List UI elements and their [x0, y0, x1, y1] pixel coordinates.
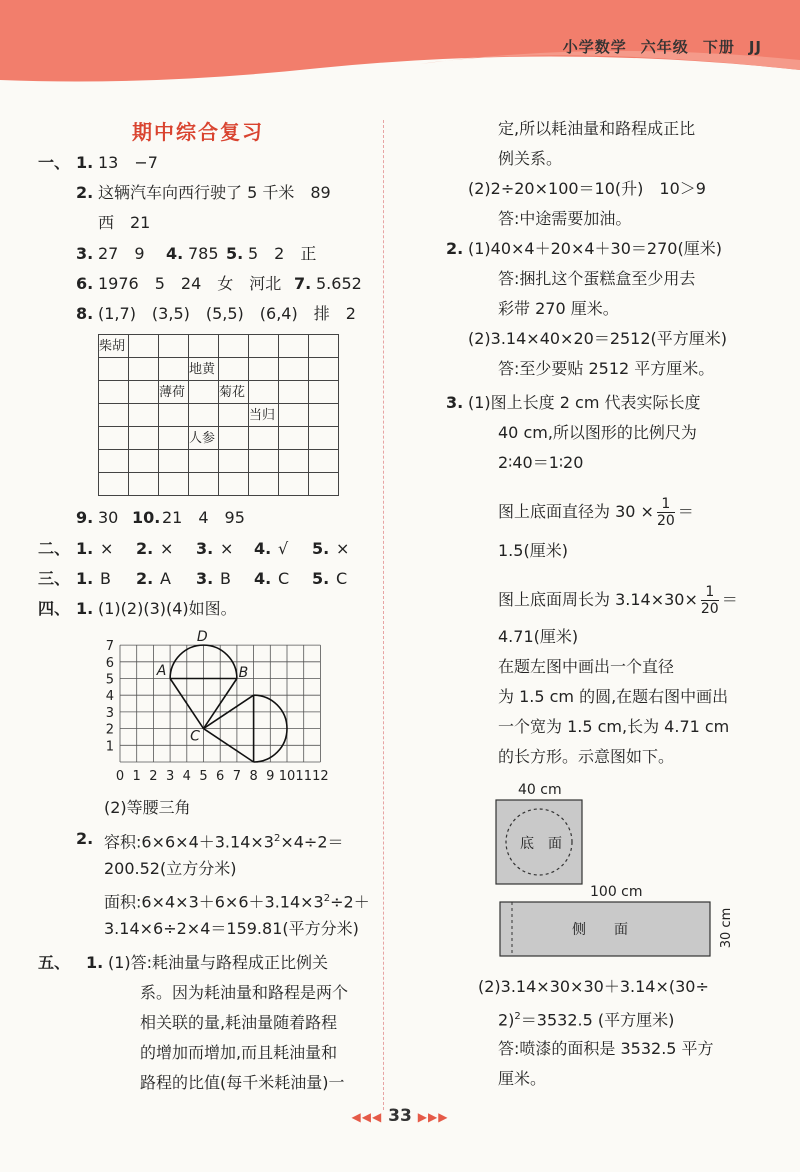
- s4-q2-line2: 200.52(立方分米): [104, 859, 237, 878]
- r-continued-line3: (2)2÷20×100＝10(升) 10＞9: [468, 179, 706, 198]
- s5-q1-line5: 路程的比值(每千米耗油量)一: [140, 1073, 345, 1092]
- point-label-b: B: [238, 664, 249, 681]
- x-tick-label: 9: [266, 769, 275, 784]
- r-q3-line12: (2)3.14×30×30＋3.14×(30÷: [478, 977, 709, 996]
- point-label-c: C: [190, 728, 200, 745]
- q8-answer: (1,7) (3,5) (5,5) (6,4) 排 2: [98, 304, 356, 323]
- r-q3-line5: 1.5(厘米): [498, 541, 568, 560]
- s2-q3-answer: ×: [220, 539, 234, 558]
- x-tick-label: 1: [132, 769, 141, 784]
- column-divider: [383, 120, 384, 1110]
- r-q3-line14: 答:喷漆的面积是 3532.5 平方: [498, 1039, 714, 1058]
- r-q3-number: 3.: [446, 393, 464, 412]
- base-label: 底 面: [520, 836, 562, 852]
- r-continued-line1: 定,所以耗油量和路程成正比: [498, 119, 696, 138]
- x-tick-label: 7: [232, 769, 242, 784]
- s5-q1-line1: (1)答:耗油量与路程成正比例关: [108, 953, 329, 972]
- s3-q4-number: 4.: [254, 569, 272, 588]
- grid-label-bohe: 薄荷: [159, 381, 189, 404]
- s4-q1-text: (1)(2)(3)(4)如图。: [98, 599, 237, 618]
- s4-q2-line4: 3.14×6÷2×4＝159.81(平方分米): [104, 919, 359, 938]
- r-q2-line3: 彩带 270 厘米。: [498, 299, 619, 318]
- page-number: 33: [388, 1106, 412, 1126]
- q1-answer: 13 −7: [98, 153, 158, 172]
- fraction-1-20-b: $\frac{1}{20}$: [700, 584, 719, 617]
- s4-q1-part2: (2)等腰三角: [104, 798, 191, 817]
- q7-number: 7.: [294, 274, 312, 293]
- s3-q1-answer: B: [100, 569, 111, 588]
- r-q2-line2: 答:捆扎这个蛋糕盒至少用去: [498, 269, 696, 288]
- s2-q5-number: 5.: [312, 539, 330, 558]
- q2-answer-line2: 西 21: [98, 213, 151, 232]
- header-info: [549, 36, 762, 57]
- y-tick-label: 4: [105, 689, 114, 705]
- s4-q2-line3: 面积$:6\times 4\times 3+6\times 6+3.14\times 3^2\div 2+$: [104, 892, 370, 912]
- left-arrows-icon: ◀◀◀: [351, 1110, 383, 1124]
- section-1-label: 一、: [38, 153, 71, 172]
- s2-q5-answer: ×: [336, 539, 350, 558]
- header-term: 下册: [702, 38, 735, 56]
- r-q3-line1: (1)图上长度 2 cm 代表实际长度: [468, 393, 701, 412]
- cylinder-net-diagram: [480, 778, 750, 958]
- y-tick-label: 2: [105, 722, 114, 738]
- r-q3-line10: 一个宽为 1.5 cm,长为 4.71 cm: [498, 717, 730, 736]
- s5-q1-line2: 系。因为耗油量和路程是两个: [140, 983, 349, 1002]
- section-3-label: 三、: [38, 569, 71, 588]
- x-tick-label: 4: [182, 769, 191, 784]
- r-q3-line6: 图上底面周长为 3.14×30× $\frac{1}{20}$ ＝: [498, 584, 738, 617]
- s3-q3-answer: B: [220, 569, 231, 588]
- q5-number: 5.: [226, 244, 244, 263]
- side-label: 侧 面: [572, 922, 628, 938]
- q6-answer: 1976 5 24 女 河北: [98, 274, 282, 293]
- y-tick-label: 7: [105, 639, 114, 655]
- q10-number: 10.: [132, 508, 161, 527]
- q9-number: 9.: [76, 508, 94, 527]
- s2-q4-answer: √: [278, 539, 289, 558]
- q6-number: 6.: [76, 274, 94, 293]
- s3-q3-number: 3.: [196, 569, 214, 588]
- grid-label-renshen: 人参: [189, 427, 219, 450]
- q4-answer: 785: [188, 244, 219, 263]
- section-2-label: 二、: [38, 539, 71, 558]
- header-subject: 小学数学: [562, 38, 627, 56]
- r-q3-line15: 厘米。: [498, 1069, 547, 1088]
- r-q2-line4: (2)3.14×40×20＝2512(平方厘米): [468, 329, 728, 348]
- point-label-a: A: [156, 663, 167, 680]
- q3-answer: 27 9: [98, 244, 145, 263]
- r-q3-line3: 2∶40＝1∶20: [498, 453, 584, 472]
- q7-answer: 5.652: [316, 274, 362, 293]
- side-height-label: 30 cm: [719, 907, 734, 949]
- x-tick-label: 11: [295, 769, 312, 784]
- x-tick-label: 8: [249, 769, 258, 784]
- x-tick-label: 2: [149, 769, 158, 784]
- section-5-label: 五、: [38, 953, 71, 972]
- r-q2-line5: 答:至少要贴 2512 平方厘米。: [498, 359, 715, 378]
- x-tick-label: 6: [216, 769, 225, 784]
- page-title: 期中综合复习: [132, 120, 264, 144]
- grid-label-chaihu: 柴胡: [99, 335, 129, 358]
- grid-label-danggui: 当归: [249, 404, 279, 427]
- s4-q1-number: 1.: [76, 599, 94, 618]
- x-tick-label: 12: [312, 769, 329, 784]
- r-q3-line9: 为 1.5 cm 的圆,在题右图中画出: [498, 687, 729, 706]
- s2-q4-number: 4.: [254, 539, 272, 558]
- y-tick-label: 1: [105, 739, 114, 755]
- s3-q5-answer: C: [336, 569, 348, 588]
- s5-q1-number: 1.: [86, 953, 104, 972]
- r-q2-line1: (1)40×4＋20×4＋30＝270(厘米): [468, 239, 722, 258]
- x-tick-label: 10: [278, 769, 296, 784]
- grid-label-dihuang: 地黄: [189, 358, 219, 381]
- s4-q2-number: 2.: [76, 829, 94, 848]
- right-arrows-icon: ▶▶▶: [417, 1110, 449, 1124]
- page-footer: [0, 1106, 800, 1126]
- s3-q2-answer: A: [160, 569, 171, 588]
- header-edition: JJ: [748, 38, 762, 56]
- r-q3-line2: 40 cm,所以图形的比例尺为: [498, 423, 697, 442]
- grid-label-juhua: 菊花: [219, 381, 249, 404]
- herb-grid: [98, 334, 339, 496]
- r-q3-line13: 2)$^2$＝3532.5 (平方厘米): [498, 1010, 675, 1030]
- fraction-1-20: $\frac{1}{20}$: [656, 496, 675, 529]
- q4-number: 4.: [166, 244, 184, 263]
- y-tick-label: 6: [105, 655, 114, 671]
- x-tick-label: 3: [165, 769, 175, 784]
- s2-q1-number: 1.: [76, 539, 94, 558]
- s3-q1-number: 1.: [76, 569, 94, 588]
- s3-q4-answer: C: [278, 569, 290, 588]
- q3-number: 3.: [76, 244, 94, 263]
- q1-number: 1.: [76, 153, 94, 172]
- s2-q3-number: 3.: [196, 539, 214, 558]
- s3-q2-number: 2.: [136, 569, 154, 588]
- s4-q2-line1: 容积$:6\times 6\times 4+3.14\times 3^2\times 4\div 2=$: [104, 832, 344, 852]
- base-width-label: 40 cm: [518, 782, 562, 798]
- q8-number: 8.: [76, 304, 94, 323]
- x-tick-label: 0: [115, 769, 125, 784]
- q2-answer-line1: 这辆汽车向西行驶了 5 千米 89: [98, 183, 331, 202]
- s2-q1-answer: ×: [100, 539, 114, 558]
- s3-q5-number: 5.: [312, 569, 330, 588]
- header-grade: 六年级: [640, 38, 689, 56]
- point-label-d: D: [196, 630, 208, 645]
- coordinate-plot: [96, 630, 336, 788]
- q2-number: 2.: [76, 183, 94, 202]
- s5-q1-line4: 的增加而增加,而且耗油量和: [140, 1043, 338, 1062]
- section-4-label: 四、: [38, 599, 71, 618]
- r-q3-line7: 4.71(厘米): [498, 627, 579, 646]
- r-q3-line8: 在题左图中画出一个直径: [498, 657, 675, 676]
- q5-answer: 5 2 正: [248, 244, 317, 263]
- r-q3-line11: 的长方形。示意图如下。: [498, 747, 675, 766]
- s2-q2-answer: ×: [160, 539, 174, 558]
- r-continued-line2: 例关系。: [498, 149, 563, 168]
- r-q2-number: 2.: [446, 239, 464, 258]
- y-tick-label: 3: [105, 705, 114, 721]
- q10-answer: 21 4 95: [162, 508, 245, 527]
- y-tick-label: 5: [105, 672, 114, 688]
- side-length-label: 100 cm: [590, 884, 643, 900]
- r-continued-line4: 答:中途需要加油。: [498, 209, 632, 228]
- r-q3-line4: 图上底面直径为 30 × $\frac{1}{20}$ ＝: [498, 496, 694, 529]
- x-tick-label: 5: [199, 769, 208, 784]
- s5-q1-line3: 相关联的量,耗油量随着路程: [140, 1013, 338, 1032]
- q9-answer: 30: [98, 508, 119, 527]
- s2-q2-number: 2.: [136, 539, 154, 558]
